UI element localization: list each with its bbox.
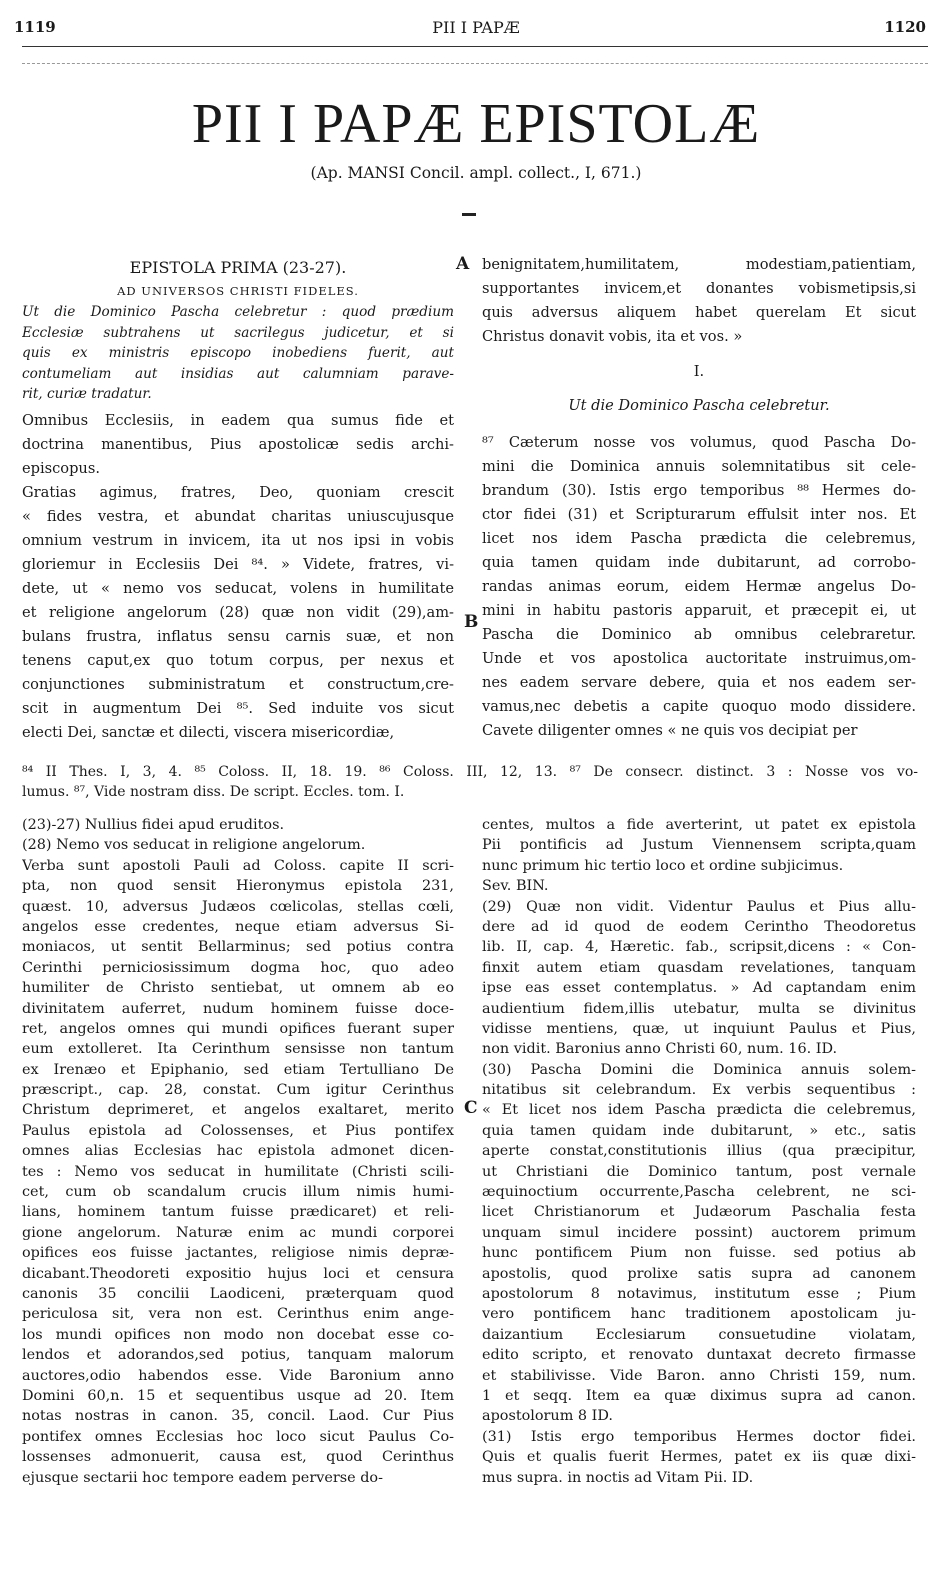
note-line: mus supra. in noctis ad Vitam Pii. ID. (482, 1469, 754, 1486)
note-line: omnes alias Ecclesias hac epistola admonet dicen- (22, 1143, 454, 1160)
body-line: Cavete diligenter omnes « ne quis vos decipiat per (482, 722, 858, 739)
note-line: Cerinthi perniciosissimum dogma hoc, quo adeo (22, 959, 454, 976)
note-line: Quis et qualis fuerit Hermes, patet ex iis quæ dixi- (482, 1449, 916, 1466)
body-line: tenens caput,ex quo totum corpus, per nexus et (22, 651, 454, 669)
note-line: non vidit. Baronius anno Christi 60, num. 16. ID. (482, 1041, 838, 1058)
margin-letter-b: B (464, 612, 479, 632)
body-line: ctor fidei (31) et Scripturarum effulsit inter nos. Et (482, 506, 916, 523)
body-line: et religione angelorum (28) quæ non vidit (29),am- (22, 603, 454, 621)
body-line: mini in habitu pastoris apparuit, et præcepit ei, ut (482, 602, 916, 619)
body-line: nes eadem servare debere, quia et nos eadem ser- (482, 674, 916, 691)
body-line: doctrina manentibus, Pius apostolicæ sedis archi- (22, 435, 454, 453)
body-line: quia tamen quidam inde dubitarunt, ad corrobo- (482, 554, 916, 571)
note-line: lossenses admonuerit, causa est, quod Cerinthus (22, 1449, 454, 1466)
body-line: Gratias agimus, fratres, Deo, quoniam crescit (22, 483, 454, 501)
note-line: (23)-27) Nullius fidei apud eruditos. (22, 817, 285, 833)
right-body-text-a (482, 253, 916, 349)
note-line: ejusque sectarii hoc tempore eadem perverse do- (22, 1469, 383, 1486)
summary-line: rit, curiæ tradatur. (22, 386, 152, 402)
note-line: æquinoctium occurrente,Pascha celebrent, ne sci- (482, 1184, 916, 1201)
note-line: (31) Istis ergo temporibus Hermes doctor fidei. (482, 1428, 916, 1445)
body-line: Christus donavit vobis, ita et vos. » (482, 328, 743, 345)
note-line: vero pontificem hanc traditionem apostolicam ju- (482, 1306, 916, 1323)
summary-line: contumeliam aut insidias aut calumniam parave- (22, 365, 454, 382)
body-line: electi Dei, sanctæ et dilecti, viscera misericordiæ, (22, 723, 395, 741)
summary-line: quis ex ministris episcopo inobediens fuerit, aut (22, 345, 454, 361)
address: AD UNIVERSOS CHRISTI FIDELES. (117, 284, 359, 298)
body-line: brandum (30). Istis ergo temporibus ⁸⁸ Hermes do- (482, 482, 916, 499)
right-page-number: 1120 (884, 18, 926, 36)
note-line: divinitatem auferret, nudum hominem fuisse doce- (22, 1000, 454, 1017)
note-line: lib. II, cap. 4, Hæretic. fab., scripsit,dicens : « Con- (482, 939, 916, 956)
note-line: apostolorum 8 ID. (482, 1408, 613, 1425)
note-line: unquam simul incidere possint) auctorem primum (482, 1224, 916, 1241)
notes-right-column (482, 815, 916, 1488)
note-line: vidisse mentiens, quæ, ut inquiunt Paulus et Pius, (482, 1020, 916, 1037)
note-line: pontifex omnes Ecclesias hoc loco sicut Paulus Co- (22, 1428, 454, 1445)
note-line: tes : Nemo vos seducat in humilitate (Christi scili- (22, 1163, 454, 1180)
summary-line: Ecclesiæ subtrahens ut sacrilegus judicetur, et si (22, 324, 454, 341)
note-line: (28) Nemo vos seducat in religione angelorum. (22, 837, 366, 854)
note-line: auctores,odio habendos esse. Vide Baronium anno (22, 1367, 454, 1384)
left-column (22, 256, 454, 745)
note-line: (29) Quæ non vidit. Videntur Paulus et Pius allu- (482, 898, 916, 915)
body-line: omnium vestrum in invicem, ita ut nos ipsi in vobis (22, 531, 454, 549)
note-line: notas nostras in canon. 35, concil. Laod. Cur Pius (22, 1408, 454, 1425)
note-line: aperte constat,constitutionis illius (qua præcipitur, (482, 1143, 916, 1160)
note-line: licet Christianorum et Judæorum Paschalia festa (482, 1204, 916, 1221)
note-line: ret, angelos omnes qui mundi opifices fuerant super (22, 1020, 454, 1037)
right-column (482, 253, 916, 743)
note-line: ex Irenæo et Epiphanio, sed etiam Tertulliano De (22, 1061, 454, 1078)
body-line: vamus,nec debetis a capite quoquo modo dissidere. (482, 698, 916, 715)
margin-letter-c: C (464, 1098, 478, 1118)
note-line: nitatibus sit celebrandum. Ex verbis sequentibus : (482, 1082, 916, 1099)
left-body-text (22, 409, 454, 745)
note-line: ipse eas esset contemplatus. » Ad captandam enim (482, 980, 916, 997)
footnote-ref-line: lumus. ⁸⁷, Vide nostram diss. De script. Eccles. tom. I. (22, 784, 405, 800)
section-title: Ut die Dominico Pascha celebretur. (568, 397, 830, 414)
notes-left-column (22, 815, 454, 1488)
note-line: audientium fidem,illis utebatur, multa se divinitus (482, 1000, 916, 1017)
footnote-ref-line: ⁸⁴ II Thes. I, 3, 4. ⁸⁵ Coloss. II, 18. 19. ⁸⁶ Coloss. III, 12, 13. ⁸⁷ De consecr. distinct. 3 : Nosse vos vo- (22, 764, 918, 780)
note-line: finxit autem etiam quasdam revelationes, tanquam (482, 959, 916, 976)
margin-letter-a: A (456, 254, 470, 274)
note-line: opifices eos fuisse jactantes, religiose nimis depræ- (22, 1245, 454, 1262)
note-line: dere ad id quod de eodem Cerintho Theodoretus (482, 918, 916, 935)
body-line: Omnibus Ecclesiis, in eadem qua sumus fide et (22, 411, 454, 429)
note-line: pta, non quod sensit Hieronymus epistola 231, (22, 878, 454, 895)
body-line: benignitatem,humilitatem, modestiam,patientiam, (482, 256, 916, 273)
note-line: gione angelorum. Naturæ enim ac mundi corporei (22, 1224, 454, 1241)
body-line: episcopus. (22, 459, 100, 477)
body-line: licet nos idem Pascha prædicta die celebremus, (482, 530, 916, 547)
note-line: et stabilivisse. Vide Baron. anno Christi 159, num. (482, 1367, 916, 1384)
note-line: quia tamen quidam inde dubitarunt, » etc., satis (482, 1122, 916, 1139)
note-line: angelos esse credentes, neque etiam adversus Si- (22, 918, 454, 935)
note-line: periculosa sit, vera non est. Cerinthus enim ange- (22, 1306, 454, 1323)
note-line: Sev. BIN. (482, 878, 549, 895)
note-line: quæst. 10, adversus Judæos cœlicolas, stellas cœli, (22, 898, 454, 915)
body-line: bulans frustra, inflatus sensu carnis suæ, et non (22, 627, 454, 645)
header-rule (22, 46, 928, 47)
note-line: nunc primum hic tertio loco et ordine subjicimus. (482, 857, 844, 874)
note-line: hunc pontificem Pium non fuisse. sed potius ab (482, 1245, 916, 1262)
footnote-refs (22, 762, 918, 802)
note-line: dicabant.Theodoreti expositio hujus loci et censura (22, 1265, 454, 1282)
note-line: Verba sunt apostoli Pauli ad Coloss. capite II scri- (22, 857, 454, 874)
body-line: Pascha die Dominico ab omnibus celebraretur. (482, 626, 916, 643)
note-line: præscript., cap. 28, constat. Cum igitur Cerinthus (22, 1082, 454, 1099)
citation: (Ap. MANSI Concil. ampl. collect., I, 671.) (310, 164, 642, 182)
note-line: apostolorum 8 notavimus, institutum esse ; Pium (482, 1285, 916, 1302)
note-line: Domini 60,n. 15 et sequentibus usque ad 20. Item (22, 1387, 454, 1404)
note-line: lendos et adorandos,sed potius, tanquam malorum (22, 1347, 454, 1364)
note-line: Paulus epistola ad Colossenses, et Pius pontifex (22, 1122, 454, 1139)
epistola-title: EPISTOLA PRIMA (23-27). (129, 258, 347, 277)
note-line: (30) Pascha Domini die Dominica annuis solem- (482, 1061, 916, 1078)
body-line: randas animas eorum, eidem Hermæ angelus Do- (482, 578, 916, 595)
body-line: gloriemur in Ecclesiis Dei ⁸⁴. » Videte, fratres, vi- (22, 555, 454, 573)
note-line: ut Christiani die Dominico tantum, post vernale (482, 1163, 916, 1180)
body-line: ⁸⁷ Cæterum nosse vos volumus, quod Pascha Do- (482, 434, 916, 451)
document-title: PII I PAPÆ EPISTOLÆ (191, 93, 761, 155)
note-line: cet, cum ob scandalum crucis illum nimis humi- (22, 1184, 454, 1201)
note-line: edito scripto, et renovato duntaxat decreto firmasse (482, 1347, 916, 1364)
summary (22, 302, 454, 405)
running-title: PII I PAPÆ (432, 18, 520, 37)
note-line: eum extolleret. Ita Cerinthum sensisse non tantum (22, 1041, 454, 1058)
right-body-text-b (482, 431, 916, 743)
note-line: los mundi opifices non modo non docebat esse co- (22, 1326, 454, 1343)
body-line: « fides vestra, et abundat charitas uniuscujusque (22, 507, 454, 525)
summary-line: Ut die Dominico Pascha celebretur : quod prædium (22, 304, 454, 320)
note-line: daizantium Ecclesiarum consuetudine violatam, (482, 1326, 916, 1343)
note-line: Christum deprimeret, et angelos exaltaret, merito (22, 1102, 454, 1119)
section-number: I. (693, 363, 705, 380)
body-line: scit in augmentum Dei ⁸⁵. Sed induite vos sicut (22, 699, 454, 717)
note-line: canonis 35 concilii Laodiceni, præterquam quod (22, 1285, 454, 1302)
note-line: « Et licet nos idem Pascha prædicta die celebremus, (482, 1102, 916, 1119)
note-line: moniacos, ut sentit Bellarminus; sed potius contra (22, 939, 454, 956)
note-line: humiliter de Christo sentiebat, ut omnem ab eo (22, 980, 454, 997)
left-page-number: 1119 (14, 18, 56, 36)
body-line: quis adversus aliquem habet querelam Et sicut (482, 304, 916, 321)
body-line: Unde et vos apostolica auctoritate instruimus,om- (482, 650, 916, 667)
note-line: apostolis, quod prolixe satis supra ad canonem (482, 1265, 916, 1282)
note-line: lians, hominem tantum fuisse prædicaret) et reli- (22, 1204, 454, 1221)
body-line: mini die Dominica annuis solemnitatibus sit cele- (482, 458, 916, 475)
body-line: dete, ut « nemo vos seducat, volens in humilitate (22, 579, 454, 597)
body-line: conjunctiones subministratum et constructum,cre- (22, 675, 454, 693)
note-line: 1 et seqq. Item ea quæ diximus supra ad canon. (482, 1387, 916, 1404)
title-dash (462, 213, 476, 216)
body-line: supportantes invicem,et donantes vobismetipsis,si (482, 280, 916, 297)
header-rule-dashed (22, 63, 928, 64)
note-line: Pii pontificis ad Justum Viennensem scripta,quam (482, 837, 916, 854)
note-line: centes, multos a fide averterint, ut patet ex epistola (482, 817, 916, 833)
